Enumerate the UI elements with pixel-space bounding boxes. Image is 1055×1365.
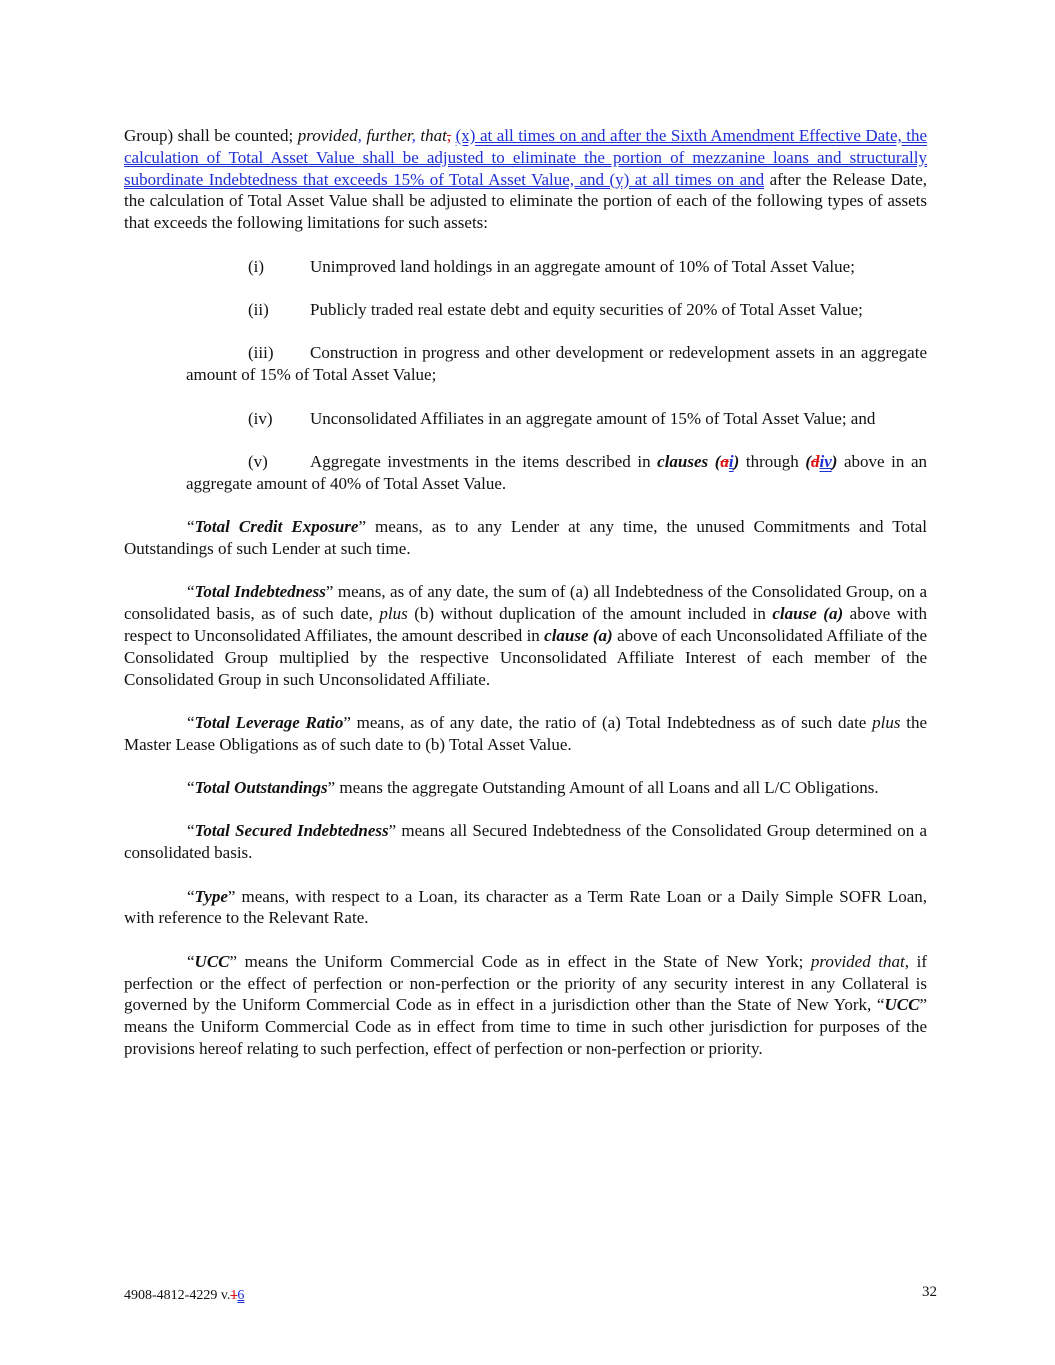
item-number: (ii) <box>248 299 269 319</box>
list-item <box>186 299 927 321</box>
clause-ref: ( <box>805 451 811 471</box>
definition-text: ” means, as of any date, the ratio of (a) Total Indebtedness as of such date <box>343 712 873 732</box>
definition-text: ” means, as of any date, the sum of (a) all Indebtedness of the Consolidated Group, on a consolidated basis, as of such date, <box>124 582 927 624</box>
text: after the Release Date, the calculation of Total Asset Value shall be adjusted to eliminate the portion of each of the following types of assets that exceeds the following limitations for such assets: <box>124 169 927 233</box>
inserted-text: iv <box>819 451 832 471</box>
item-text: Unimproved land holdings in an aggregate amount of 10% of Total Asset Value; <box>310 256 855 276</box>
inserted-text: , <box>357 126 362 145</box>
list-item <box>186 408 927 430</box>
definition-text: above of each Unconsolidated Affiliate of the Consolidated Group multiplied by the respective Unconsolidated Affiliate Interest of each member of the Consolidated Group in such Unconsolidated Affiliate. <box>124 625 927 689</box>
definition-text: ” means the Uniform Commercial Code as in effect in the State of New York; <box>229 951 811 971</box>
item-number: (iv) <box>248 408 273 428</box>
definition-total-credit-exposure: “Total Credit Exposure” means, as to any Lender at any time, the unused Commitments and Total Outstandings of such Lender at such time. <box>124 517 927 558</box>
defined-term: Total Leverage Ratio <box>194 712 344 732</box>
definition-ucc: “UCC” means the Uniform Commercial Code as in effect in the State of New York; provided that, if perfection or the effect of perfection or non-perfection or the priority of any security interest in any Collateral is governed by the Uniform Commercial Code as in effect in a jurisdiction other than the State of New York, “UCC” means the Uniform Commercial Code as in effect from time to time in such other jurisdiction for purposes of the provisions hereof relating to such perfection, effect of perfection or non-perfection or priority. <box>124 951 927 1059</box>
deleted-text: , <box>446 126 452 145</box>
list-item <box>186 451 927 495</box>
defined-term: UCC <box>194 951 230 971</box>
deleted-text: d <box>810 451 820 471</box>
definition-text: the Master Lease Obligations as of such date to (b) Total Asset Value. <box>124 712 927 754</box>
inserted-text: , <box>411 126 416 145</box>
list-item <box>186 256 927 278</box>
doc-id-text: 4908-4812-4229 v. <box>124 1288 231 1303</box>
inserted-text: (x) at all times on and after the Sixth Amendment Effective Date, the calculation of Total Asset Value shall be adjusted to eliminate the portion of mezzanine loans and structurally subordinate Indebtedness that exceeds 15% of Total Asset Value, and (y) at all times on and <box>124 126 928 189</box>
definition-text: (b) without duplication of the amount included in <box>407 604 773 624</box>
text-italic: provided <box>297 126 358 145</box>
definition-text: ” means the aggregate Outstanding Amount of all Loans and all L/C Obligations. <box>327 778 879 798</box>
text-italic: further <box>361 126 412 145</box>
definition-text: ” means, as to any Lender at any time, the unused Commitments and Total Outstandings of such Lender at such time. <box>124 517 927 558</box>
text-italic: plus <box>872 712 901 732</box>
defined-term: Type <box>194 886 228 906</box>
document-id <box>124 1288 244 1304</box>
item-number: (v) <box>248 451 268 471</box>
page-content <box>124 125 927 1081</box>
item-text: Publicly traded real estate debt and equity securities of 20% of Total Asset Value; <box>310 299 863 319</box>
definition-total-secured-indebtedness: “Total Secured Indebtedness” means all Secured Indebtedness of the Consolidated Group determined on a consolidated basis. <box>124 821 927 863</box>
defined-term: UCC <box>884 995 920 1015</box>
defined-term: Total Outstandings <box>194 778 328 798</box>
inserted-text: i <box>728 451 734 471</box>
inserted-text: 6 <box>237 1288 245 1303</box>
intro-paragraph <box>124 125 927 234</box>
deleted-text: 1 <box>230 1288 238 1303</box>
clause-ref: clauses ( <box>657 451 721 471</box>
defined-term: Total Credit Exposure <box>194 517 359 537</box>
definition-text: , if perfection or the effect of perfection or non-perfection or the priority of any security interest in any Collateral is governed by the Uniform Commercial Code as in effect in a jurisdiction other than the State of New York, “ <box>124 951 927 1015</box>
item-text: Construction in progress and other development or redevelopment assets in an aggregate amount of 15% of Total Asset Value; <box>186 343 927 385</box>
text: Group) shall be counted; <box>124 126 298 145</box>
definition-total-outstandings: “Total Outstandings” means the aggregate Outstanding Amount of all Loans and all L/C Obligations. <box>187 778 879 798</box>
page-number: 32 <box>922 1284 937 1300</box>
clause-ref: ) <box>831 451 838 471</box>
definition-text: ” means, with respect to a Loan, its character as a Term Rate Loan or a Daily Simple SOFR Loan, with reference to the Relevant Rate. <box>124 886 927 928</box>
clause-ref: clause (a) <box>544 625 613 645</box>
list-item <box>186 342 927 386</box>
clause-ref: clause (a) <box>772 604 844 624</box>
text-italic: that <box>415 126 447 145</box>
definition-text: ” means all Secured Indebtedness of the Consolidated Group determined on a consolidated basis. <box>124 821 927 863</box>
item-text: Aggregate investments in the items described in <box>310 451 658 471</box>
definition-total-leverage-ratio: “Total Leverage Ratio” means, as of any date, the ratio of (a) Total Indebtedness as of such date plus the Master Lease Obligations as of such date to (b) Total Asset Value. <box>124 712 927 754</box>
text-italic: provided that <box>810 951 905 971</box>
defined-term: Total Secured Indebtedness <box>194 821 389 841</box>
definition-text: ” means the Uniform Commercial Code as in effect from time to time in such other jurisdiction for purposes of the provisions hereof relating to such perfection, effect of perfection or non-perfection or priority. <box>124 995 927 1059</box>
defined-term: Total Indebtedness <box>194 582 326 602</box>
item-number: (iii) <box>248 343 274 363</box>
text-italic: plus <box>379 604 408 624</box>
definition-type: “Type” means, with respect to a Loan, its character as a Term Rate Loan or a Daily Simple SOFR Loan, with reference to the Relevant Rate. <box>124 886 927 928</box>
item-text: above in an aggregate amount of 40% of Total Asset Value. <box>186 451 927 493</box>
item-number: (i) <box>248 256 265 276</box>
item-text: through <box>739 451 806 471</box>
deleted-text: a <box>720 451 729 471</box>
item-text: Unconsolidated Affiliates in an aggregate amount of 15% of Total Asset Value; and <box>310 408 876 428</box>
clause-ref: ) <box>733 451 740 471</box>
definition-text: above with respect to Unconsolidated Affiliates, the amount described in <box>124 604 927 645</box>
definition-total-indebtedness: “Total Indebtedness” means, as of any date, the sum of (a) all Indebtedness of the Consolidated Group, on a consolidated basis, as of such date, plus (b) without duplication of the amount included in clause (a) above with respect to Unconsolidated Affiliates, the amount described in clause (a) above of each Unconsolidated Affiliate of the Consolidated Group multiplied by the respective Unconsolidated Affiliate Interest of each member of the Consolidated Group in such Unconsolidated Affiliate. <box>124 582 927 689</box>
